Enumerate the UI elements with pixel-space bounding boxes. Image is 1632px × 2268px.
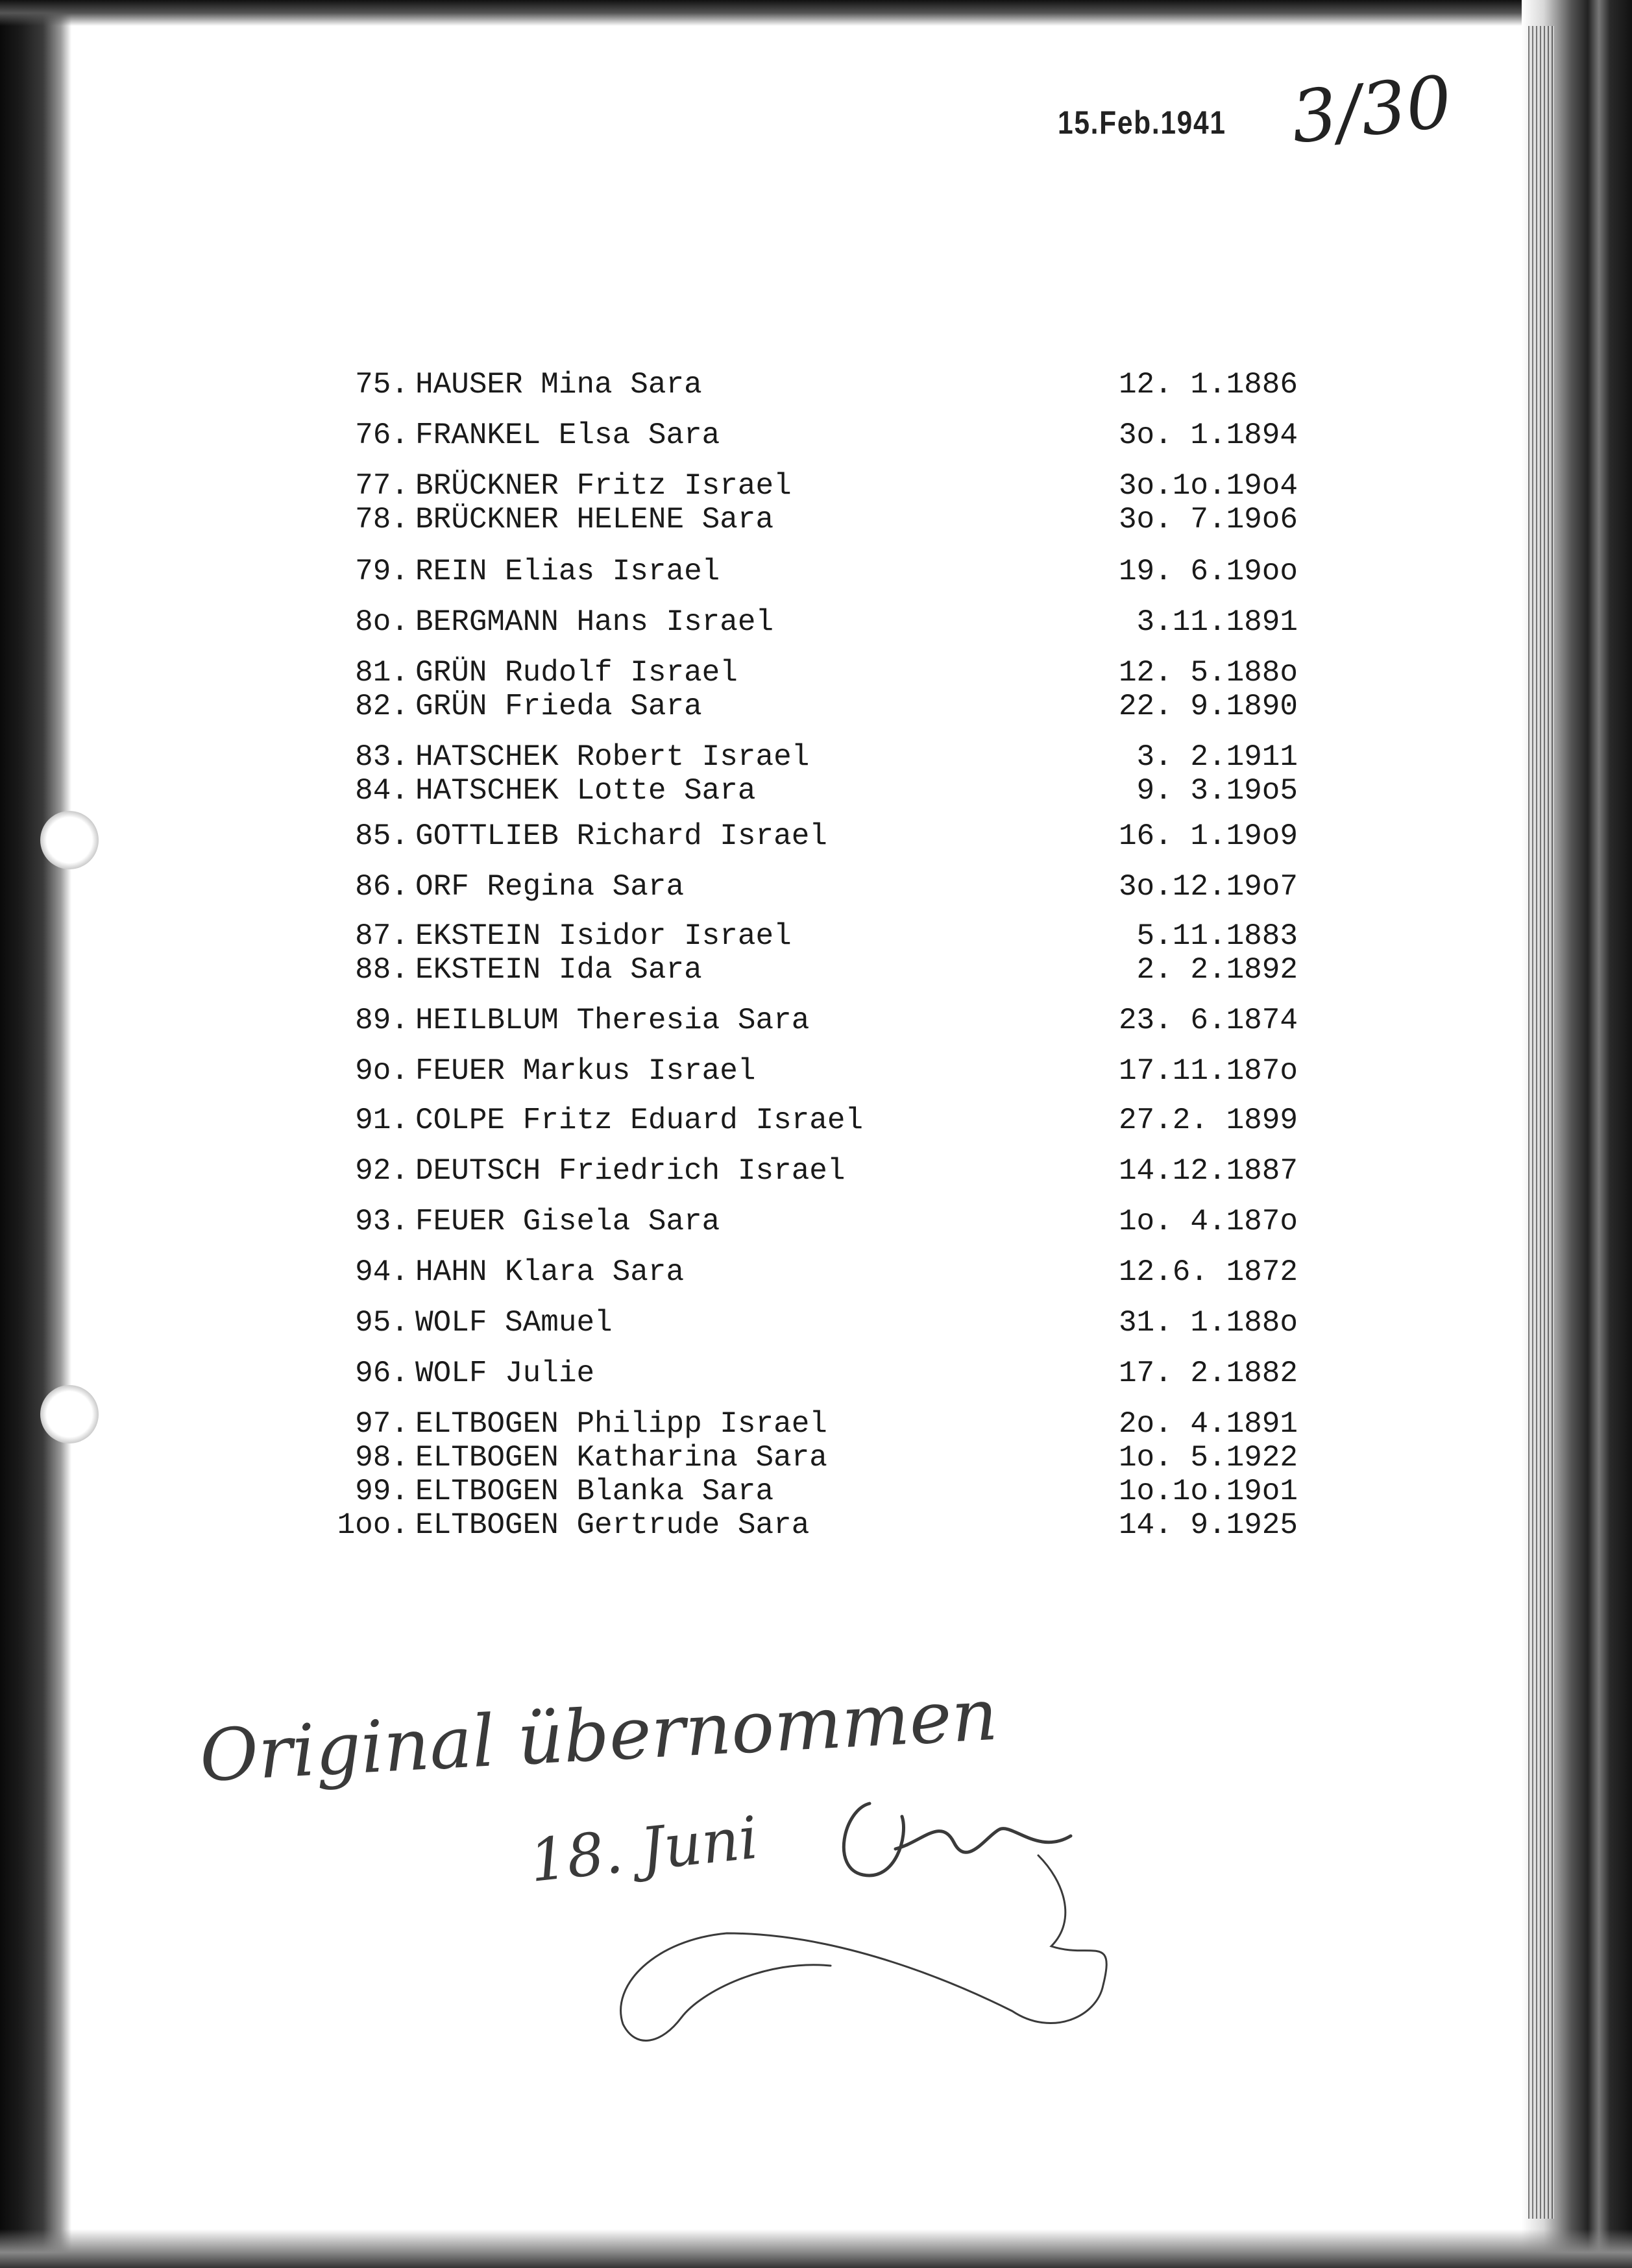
- entry-birth-date: 22. 9.1890: [1118, 690, 1298, 723]
- entry-number: 85.: [355, 819, 409, 853]
- entry-number: 87.: [355, 919, 409, 953]
- entry-birth-date: 2. 2.1892: [1136, 953, 1298, 987]
- entry-name: WOLF Julie: [415, 1357, 595, 1390]
- entry-name: GOTTLIEB Richard Israel: [415, 819, 827, 853]
- entry-number: 78.: [355, 503, 409, 537]
- entry-name: ELTBOGEN Gertrude Sara: [415, 1508, 810, 1542]
- entry-name: FRANKEL Elsa Sara: [415, 418, 720, 452]
- entry-number: 89.: [355, 1004, 409, 1037]
- entry-birth-date: 1o.1o.19o1: [1118, 1475, 1298, 1508]
- date-stamp: 15.Feb.1941: [1058, 104, 1226, 141]
- entry-name: BRÜCKNER Fritz Israel: [415, 469, 792, 503]
- entry-birth-date: 14. 9.1925: [1118, 1508, 1298, 1542]
- entry-name: FEUER Markus Israel: [415, 1054, 756, 1088]
- entry-birth-date: 12. 5.188o: [1118, 656, 1298, 690]
- entry-birth-date: 3o.1o.19o4: [1118, 469, 1298, 503]
- entry-number: 93.: [355, 1205, 409, 1238]
- entry-number: 8o.: [355, 605, 409, 639]
- entry-name: HEILBLUM Theresia Sara: [415, 1004, 810, 1037]
- entry-birth-date: 3o. 7.19o6: [1118, 503, 1298, 537]
- entry-number: 91.: [355, 1104, 409, 1137]
- entry-number: 75.: [355, 368, 409, 402]
- entry-name: HATSCHEK Robert Israel: [415, 740, 810, 774]
- entry-number: 88.: [355, 953, 409, 987]
- entry-birth-date: 3o. 1.1894: [1118, 418, 1298, 452]
- entry-birth-date: 16. 1.19o9: [1118, 819, 1298, 853]
- entry-birth-date: 1o. 5.1922: [1118, 1441, 1298, 1475]
- entry-birth-date: 17.11.187o: [1118, 1054, 1298, 1088]
- entry-name: ELTBOGEN Katharina Sara: [415, 1441, 827, 1475]
- entry-birth-date: 3o.12.19o7: [1118, 870, 1298, 904]
- entry-name: REIN Elias Israel: [415, 555, 720, 588]
- entry-name: WOLF SAmuel: [415, 1306, 613, 1340]
- entry-name: DEUTSCH Friedrich Israel: [415, 1154, 846, 1188]
- entry-birth-date: 19. 6.19oo: [1118, 555, 1298, 588]
- entry-number: 79.: [355, 555, 409, 588]
- entry-name: HAHN Klara Sara: [415, 1255, 685, 1289]
- entry-number: 86.: [355, 870, 409, 904]
- entry-birth-date: 27.2. 1899: [1118, 1104, 1298, 1137]
- entry-birth-date: 1o. 4.187o: [1118, 1205, 1298, 1238]
- entry-number: 94.: [355, 1255, 409, 1289]
- entry-number: 99.: [355, 1475, 409, 1508]
- entry-birth-date: 31. 1.188o: [1118, 1306, 1298, 1340]
- entry-name: ELTBOGEN Philipp Israel: [415, 1407, 827, 1441]
- entry-name: HAUSER Mina Sara: [415, 368, 702, 402]
- entry-birth-date: 14.12.1887: [1118, 1154, 1298, 1188]
- entry-number: 97.: [355, 1407, 409, 1441]
- entry-name: FEUER Gisela Sara: [415, 1205, 720, 1238]
- handwritten-line-2: 18. Juni: [526, 1804, 761, 1896]
- entry-name: GRÜN Frieda Sara: [415, 690, 702, 723]
- entry-number: 1oo.: [337, 1508, 409, 1542]
- entry-name: BERGMANN Hans Israel: [415, 605, 774, 639]
- entry-name: GRÜN Rudolf Israel: [415, 656, 738, 690]
- entry-birth-date: 3.11.1891: [1136, 605, 1298, 639]
- entry-name: ORF Regina Sara: [415, 870, 685, 904]
- entry-number: 81.: [355, 656, 409, 690]
- entry-number: 96.: [355, 1357, 409, 1390]
- entry-birth-date: 12. 1.1886: [1118, 368, 1298, 402]
- entry-birth-date: 23. 6.1874: [1118, 1004, 1298, 1037]
- entry-number: 9o.: [355, 1054, 409, 1088]
- entry-name: COLPE Fritz Eduard Israel: [415, 1104, 864, 1137]
- entry-number: 95.: [355, 1306, 409, 1340]
- entry-number: 84.: [355, 774, 409, 808]
- entry-name: EKSTEIN Ida Sara: [415, 953, 702, 987]
- entry-number: 77.: [355, 469, 409, 503]
- entry-birth-date: 17. 2.1882: [1118, 1357, 1298, 1390]
- entry-number: 76.: [355, 418, 409, 452]
- handwritten-line-1: Original übernommen: [197, 1672, 1000, 1798]
- entry-name: HATSCHEK Lotte Sara: [415, 774, 756, 808]
- entry-number: 92.: [355, 1154, 409, 1188]
- entry-birth-date: 12.6. 1872: [1118, 1255, 1298, 1289]
- entry-name: EKSTEIN Isidor Israel: [415, 919, 792, 953]
- entry-birth-date: 5.11.1883: [1136, 919, 1298, 953]
- entry-number: 98.: [355, 1441, 409, 1475]
- entry-birth-date: 3. 2.1911: [1136, 740, 1298, 774]
- folio-number: 3/30: [1287, 60, 1456, 160]
- entry-number: 83.: [355, 740, 409, 774]
- entry-number: 82.: [355, 690, 409, 723]
- entry-name: ELTBOGEN Blanka Sara: [415, 1475, 774, 1508]
- entry-birth-date: 9. 3.19o5: [1136, 774, 1298, 808]
- entry-birth-date: 2o. 4.1891: [1118, 1407, 1298, 1441]
- entry-name: BRÜCKNER HELENE Sara: [415, 503, 774, 537]
